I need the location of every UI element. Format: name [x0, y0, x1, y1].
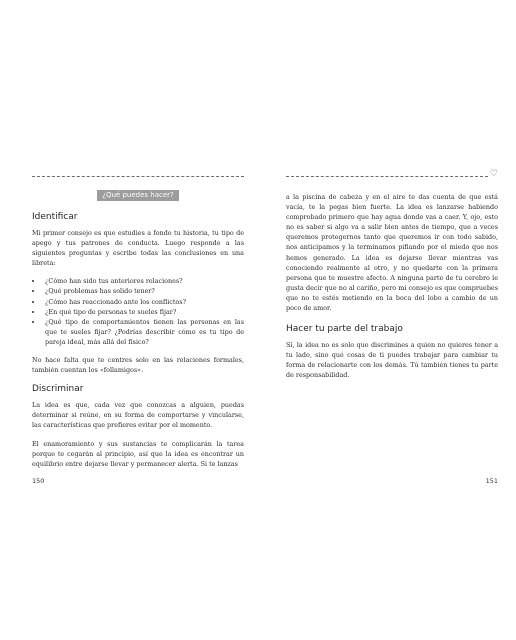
- heading-identificar: Identificar: [32, 212, 78, 222]
- left-page-content: [32, 190, 244, 477]
- heading-hacer-tu-parte: Hacer tu parte del trabajo: [286, 324, 403, 335]
- page-number: 150: [32, 477, 45, 485]
- section-label: ¿Qué puedes hacer?: [97, 190, 179, 201]
- question-list: [32, 276, 244, 347]
- page-number: 151: [485, 477, 498, 485]
- dotted-line: [32, 176, 244, 177]
- top-dotted-rule: [32, 172, 244, 182]
- list-item: • ¿Qué problemas has solido tener?: [43, 286, 244, 296]
- list-item: • ¿En qué tipo de personas te sueles fijar?: [43, 307, 244, 317]
- paragraph-continuation: a la piscina de cabeza y en el aire te das cuenta de que está vacía, te la pegas bien fuerte. La idea es lanzarse habiendo comprobado primero que hay agua donde vas a caer. Y, ojo, esto no es saber si algo va a salir bien antes de tiempo, que a veces queremos protegernos tanto que queremos ir con todo sabido, nos anticipamos y la terminamos pifiando por el miedo que nos hemos generado. La idea es dejarse llevar mientras vas conociendo realmente al otro, y no quedarte con la primera persona que te muestre afecto. A ninguna parte de tu cerebro le gusta decir que no al cariño, pero mi consejo es que compruebes que no te estés metiendo en la boca del lobo a cambio de un poco de amor.: [286, 193, 498, 313]
- paragraph-responsabilidad: Sí, la idea no es solo que discrimines a quien no quieres tener a tu lado, sino qué cosas de ti puedes trabajar para cambiar tu forma de relacionarte con los demás. Tú también tienes tu parte de responsabilidad.: [286, 341, 498, 380]
- top-dotted-rule: [286, 169, 498, 182]
- dotted-line: [286, 176, 488, 177]
- paragraph-enamoramiento: El enamoramiento y sus sustancias te complicarán la tarea porque te cegarán al principio, así que la idea es encontrar un equilibrio entre dejarse llevar y permanecer alerta. Si te lanzas: [32, 439, 244, 468]
- heart-outline-icon: ♡: [489, 169, 498, 179]
- paragraph-formal-relations: No hace falta que te centres solo en las relaciones formales, también cuentan los «follamigos».: [32, 356, 244, 375]
- list-item: • ¿Qué tipo de comportamientos tienen las personas en las que te sueles fijar? ¿Podrías describir cómo es tu tipo de pareja ideal, más allá del físico?: [43, 317, 244, 347]
- paragraph-discriminar: La idea es que, cada vez que conozcas a alguien, puedas determinar si reúne, en su forma de comportarse y vincularse, las características que prefieres evitar por el momento.: [32, 401, 244, 430]
- right-page-content: [286, 192, 498, 389]
- list-item: • ¿Cómo has reaccionado ante los conflictos?: [43, 297, 244, 307]
- heading-discriminar: Discriminar: [32, 384, 84, 395]
- list-item: • ¿Cómo han sido tus anteriores relaciones?: [43, 276, 244, 286]
- right-page: [258, 0, 516, 640]
- paragraph-intro: Mi primer consejo es que estudies a fondo tu historia, tu tipo de apego y tus patrones de conducta. Luego responde a las siguientes preguntas y escribe todas las conclusiones en una libreta:: [32, 229, 244, 268]
